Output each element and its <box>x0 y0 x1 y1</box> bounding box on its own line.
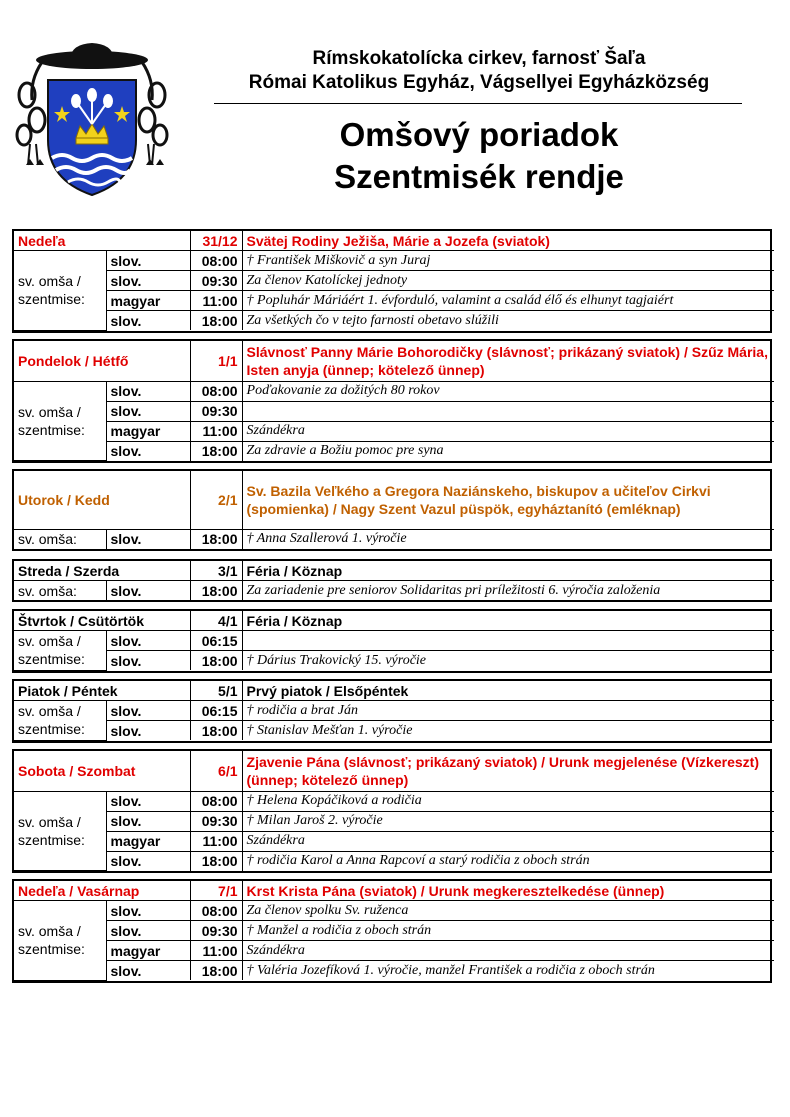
day-name: Nedeľa / Vasárnap <box>14 881 190 901</box>
mass-type-label: sv. omša: <box>14 529 106 549</box>
day-block-friday <box>12 679 772 743</box>
mass-language: magyar <box>106 291 190 311</box>
mass-language: slov. <box>106 811 190 831</box>
mass-time: 09:30 <box>190 811 242 831</box>
feast-name: Prvý piatok / Elsőpéntek <box>242 681 774 701</box>
day-date: 3/1 <box>190 561 242 581</box>
mass-intention: † Anna Szallerová 1. výročie <box>242 529 774 549</box>
feast-name: Krst Krista Pána (sviatok) / Urunk megkeresztelkedése (ünnep) <box>242 881 774 901</box>
mass-time: 18:00 <box>190 441 242 461</box>
day-date: 2/1 <box>190 471 242 529</box>
mass-time: 06:15 <box>190 701 242 721</box>
day-name: Streda / Szerda <box>14 561 190 581</box>
parish-name-hungarian: Római Katolikus Egyház, Vágsellyei Egyházközség <box>248 72 710 93</box>
mass-language: slov. <box>106 701 190 721</box>
mass-language: magyar <box>106 831 190 851</box>
day-name: Piatok / Péntek <box>14 681 190 701</box>
mass-time: 18:00 <box>190 651 242 671</box>
day-date: 5/1 <box>190 681 242 701</box>
day-name: Utorok / Kedd <box>14 471 190 529</box>
mass-language: magyar <box>106 941 190 961</box>
feast-name: Svätej Rodiny Ježiša, Márie a Jozefa (sviatok) <box>242 231 774 251</box>
mass-intention: Za všetkých čo v tejto farnosti obetavo slúžili <box>242 311 774 331</box>
mass-language: slov. <box>106 251 190 271</box>
mass-time: 09:30 <box>190 401 242 421</box>
mass-time: 08:00 <box>190 251 242 271</box>
day-block-wednesday <box>12 559 772 602</box>
day-block-sunday <box>12 229 772 333</box>
mass-time: 09:30 <box>190 921 242 941</box>
parish-coat-of-arms <box>12 40 172 200</box>
mass-intention: † Valéria Jozefíková 1. výročie, manžel František a rodičia z oboch strán <box>242 961 774 981</box>
mass-language: slov. <box>106 311 190 331</box>
day-date: 31/12 <box>190 231 242 251</box>
mass-time: 09:30 <box>190 271 242 291</box>
day-block-monday <box>12 339 772 463</box>
mass-language: slov. <box>106 529 190 549</box>
mass-intention: Za členov Katolíckej jednoty <box>242 271 774 291</box>
mass-type-label: sv. omša / szentmise: <box>14 901 106 981</box>
mass-intention: Za členov spolku Sv. ruženca <box>242 901 774 921</box>
mass-intention: † Manžel a rodičia z oboch strán <box>242 921 774 941</box>
day-block-saturday <box>12 749 772 873</box>
day-date: 7/1 <box>190 881 242 901</box>
mass-language: magyar <box>106 421 190 441</box>
mass-language: slov. <box>106 441 190 461</box>
mass-time: 18:00 <box>190 721 242 741</box>
mass-intention <box>242 401 774 421</box>
feast-name: Féria / Köznap <box>242 611 774 631</box>
mass-time: 08:00 <box>190 901 242 921</box>
mass-time: 18:00 <box>190 851 242 871</box>
mass-intention: † rodičia a brat Ján <box>242 701 774 721</box>
parish-name-slovak: Rímskokatolícka cirkev, farnosť Šaľa <box>312 48 646 69</box>
mass-intention: † František Miškovič a syn Juraj <box>242 251 774 271</box>
mass-language: slov. <box>106 581 190 601</box>
mass-language: slov. <box>106 791 190 811</box>
day-date: 1/1 <box>190 341 242 381</box>
mass-time: 11:00 <box>190 831 242 851</box>
mass-intention <box>242 631 774 651</box>
mass-type-label: sv. omša / szentmise: <box>14 251 106 331</box>
mass-time: 18:00 <box>190 581 242 601</box>
mass-intention: † rodičia Karol a Anna Rapcoví a starý rodičia z oboch strán <box>242 851 774 871</box>
mass-language: slov. <box>106 961 190 981</box>
mass-time: 18:00 <box>190 961 242 981</box>
mass-language: slov. <box>106 921 190 941</box>
mass-time: 11:00 <box>190 421 242 441</box>
mass-type-label: sv. omša / szentmise: <box>14 631 106 671</box>
mass-time: 06:15 <box>190 631 242 651</box>
day-block-sunday-next <box>12 879 772 983</box>
day-name: Štvrtok / Csütörtök <box>14 611 190 631</box>
mass-intention: Szándékra <box>242 941 774 961</box>
mass-time: 08:00 <box>190 381 242 401</box>
mass-type-label: sv. omša / szentmise: <box>14 701 106 741</box>
feast-name: Féria / Köznap <box>242 561 774 581</box>
day-date: 4/1 <box>190 611 242 631</box>
day-name: Nedeľa <box>14 231 190 251</box>
mass-intention: Szándékra <box>242 421 774 441</box>
mass-time: 18:00 <box>190 311 242 331</box>
page-title-slovak: Omšový poriadok <box>339 116 619 153</box>
mass-time: 08:00 <box>190 791 242 811</box>
mass-time: 11:00 <box>190 291 242 311</box>
page-title-hungarian: Szentmisék rendje <box>334 158 624 195</box>
mass-type-label: sv. omša / szentmise: <box>14 381 106 461</box>
feast-name: Sv. Bazila Veľkého a Gregora Naziánskeho, biskupov a učiteľov Cirkvi (spomienka) / Nagy Szent Vazul püspök, egyháztanító (emléknap) <box>242 471 774 529</box>
day-block-thursday <box>12 609 772 673</box>
mass-language: slov. <box>106 401 190 421</box>
day-name: Sobota / Szombat <box>14 751 190 791</box>
header-divider <box>214 103 742 104</box>
mass-time: 11:00 <box>190 941 242 961</box>
mass-intention: Szándékra <box>242 831 774 851</box>
mass-language: slov. <box>106 901 190 921</box>
mass-type-label: sv. omša / szentmise: <box>14 791 106 871</box>
mass-language: slov. <box>106 271 190 291</box>
mass-intention: Za zariadenie pre seniorov Solidaritas pri príležitosti 6. výročia založenia <box>242 581 774 601</box>
mass-intention: † Helena Kopáčiková a rodičia <box>242 791 774 811</box>
mass-language: slov. <box>106 851 190 871</box>
mass-intention: Za zdravie a Božiu pomoc pre syna <box>242 441 774 461</box>
day-block-tuesday <box>12 469 772 551</box>
mass-intention: † Dárius Trakovický 15. výročie <box>242 651 774 671</box>
mass-language: slov. <box>106 721 190 741</box>
mass-time: 18:00 <box>190 529 242 549</box>
mass-type-label: sv. omša: <box>14 581 106 601</box>
day-name: Pondelok / Hétfő <box>14 341 190 381</box>
feast-name: Slávnosť Panny Márie Bohorodičky (slávnosť; prikázaný sviatok) / Szűz Mária, Isten anyja (ünnep; kötelező ünnep) <box>242 341 774 381</box>
mass-intention: † Popluhár Máriáért 1. évforduló, valamint a család élő és elhunyt tagjaiért <box>242 291 774 311</box>
mass-intention: † Stanislav Mešťan 1. výročie <box>242 721 774 741</box>
day-date: 6/1 <box>190 751 242 791</box>
mass-language: slov. <box>106 631 190 651</box>
mass-intention: † Milan Jaroš 2. výročie <box>242 811 774 831</box>
feast-name: Zjavenie Pána (slávnosť; prikázaný sviatok) / Urunk megjelenése (Vízkereszt) (ünnep; kötelező ünnep) <box>242 751 774 791</box>
mass-language: slov. <box>106 381 190 401</box>
mass-language: slov. <box>106 651 190 671</box>
mass-intention: Poďakovanie za dožitých 80 rokov <box>242 381 774 401</box>
